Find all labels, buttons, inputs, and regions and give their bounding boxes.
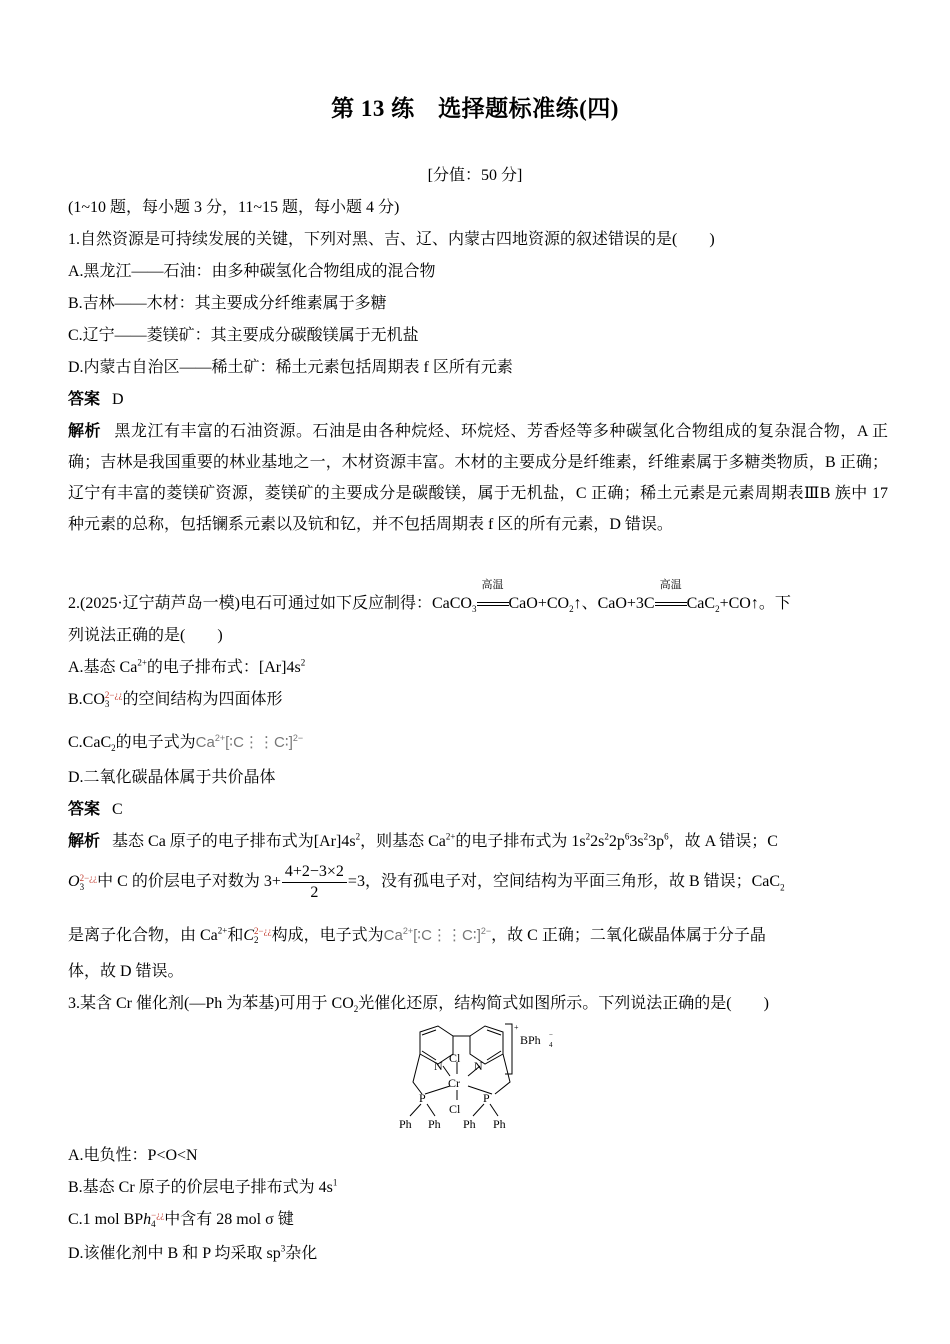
page-title: 第 13 练 选择题标准练(四) xyxy=(331,96,619,121)
text: C.1 mol BP xyxy=(68,1211,144,1228)
valence-fraction xyxy=(282,862,347,903)
text: 杂化 xyxy=(285,1245,318,1262)
atom-cr: Cr xyxy=(448,1076,460,1090)
text: D.该催化剂中 B 和 P 均采取 sp xyxy=(68,1245,281,1262)
cac2-lewis-structure: $Ca^{2+}[∶C⋮⋮C∶]^{2-}$ xyxy=(383,926,492,944)
q2-stem-part: CaO+CO xyxy=(508,595,570,612)
text: 和 xyxy=(227,927,244,944)
answer-value: D xyxy=(112,391,124,408)
text: A.基态 Ca xyxy=(68,659,138,676)
q1-analysis xyxy=(68,416,888,540)
q2-analysis-line4: 体，故 D 错误。 xyxy=(68,963,184,980)
q1-option-b: B.吉林——木材：其主要成分纤维素属于多糖 xyxy=(68,295,387,312)
text: 是离子化合物，由 Ca xyxy=(68,927,218,944)
atom-p: P xyxy=(419,1091,426,1105)
q1-stem: 1.自然资源是可持续发展的关键，下列对黑、吉、辽、内蒙古四地资源的叙述错误的是( ) xyxy=(68,231,715,248)
reaction-condition xyxy=(477,579,509,614)
text: B.CO xyxy=(68,691,105,708)
atom-cl: Cl xyxy=(449,1102,461,1116)
q1-answer xyxy=(68,390,124,410)
text: 中 C 的价层电子对数为 3+ xyxy=(97,873,281,891)
text: B.基态 Cr 原子的价层电子排布式为 4s xyxy=(68,1179,333,1196)
text: ，故 C 正确；二氧化碳晶体属于分子晶 xyxy=(491,927,766,944)
text: 的空间结构为四面体形 xyxy=(122,691,283,708)
group-ph: Ph xyxy=(399,1117,412,1131)
q1-option-d: D.内蒙古自治区——稀土矿：稀土元素包括周期表 f 区所有元素 xyxy=(68,359,513,376)
q2-option-c: C.CaC$_2$的电子式为$Ca^{2+}[∶C⋮⋮C∶]^{2-}$ xyxy=(68,733,304,754)
atom-n: N xyxy=(474,1059,483,1073)
answer-label: 答案 xyxy=(68,391,101,408)
score-note: [分值：50 分] xyxy=(427,167,523,184)
analysis-label: 解析 xyxy=(68,833,101,850)
text: 构成，电子式为 xyxy=(271,927,384,944)
q2-answer xyxy=(68,800,123,820)
q2-stem-line2: 列说法正确的是( ) xyxy=(68,627,223,644)
svg-text:−: − xyxy=(549,1031,553,1039)
q3-option-d: D.该催化剂中 B 和 P 均采取 $sp^3$杂化 xyxy=(68,1243,318,1262)
analysis-text: 黑龙江有丰富的石油资源。石油是由各种烷烃、环烷烃、芳香烃等多种碳氢化合物组成的复杂混合物，A 正确；吉林是我国重要的林业基地之一，木材资源丰富。木材的主要成分是纤维素，纤维素属于多糖类物质，B 正确；辽宁有丰富的菱镁矿资源，菱镁矿的主要成分是碳酸镁，属于无机盐，C 正确；稀土元素是元素周期表ⅢB 族中 17 种元素的总称，包括镧系元素以及钪和钇，并不包括周期表 f 区的所有元素，D 错误。 xyxy=(68,423,888,533)
q2-stem: 2.(2025·辽宁葫芦岛一模)电石可通过如下反应制得：CaCO$_3$ 高温 $CaO+CO_2↑$、CaO+3C 高温 CaC$_2$+CO↑。下 xyxy=(68,594,791,614)
text: 的电子排布式为 1s xyxy=(455,833,586,850)
reaction-condition xyxy=(655,579,687,614)
instructions: (1~10 题，每小题 3 分，11~15 题，每小题 4 分) xyxy=(68,199,400,216)
q2-analysis-line1: 解析 基态 Ca 原子的电子排布式为$[Ar]4s^2$，则基态 $Ca^{2+}$的电子排布式为 $1s^22s^22p^63s^23p^6$，故 A 错误；C xyxy=(68,831,778,850)
atom-n: N xyxy=(434,1059,443,1073)
q3-option-c: C.1 mol BPh−¿¿ 4 中含有 28 mol σ 键 xyxy=(68,1210,294,1230)
q2-analysis-line2: O2−¿¿ 3 中 C 的价层电子对数为 3+ $\frac{4+2-3\times 2}{2}$ =3，没有孤电子对，空间结构为平面三角形，故 B 错误；CaC$_2$ xyxy=(68,863,785,901)
text: 基态 Ca 原子的电子排布式为[Ar]4s xyxy=(112,833,356,850)
q2-option-a: A.基态 $Ca^{2+}$的电子排布式：$[Ar]4s^2$ xyxy=(68,657,306,676)
atom-p: P xyxy=(483,1091,490,1105)
q2-option-d: D.二氧化碳晶体属于共价晶体 xyxy=(68,769,276,786)
answer-value: C xyxy=(112,801,123,818)
charge-plus: + xyxy=(514,1023,519,1032)
q2-stem-part: 2.(2025·辽宁葫芦岛一模)电石可通过如下反应制得：CaCO xyxy=(68,595,472,612)
fraction-denominator: 2 xyxy=(310,884,319,901)
q2-analysis-line3: 是离子化合物，由 $Ca^{2+}$和C2−¿¿ 2 构成，电子式为$Ca^{2+}[∶C⋮⋮C∶]^{2-}$，故 C 正确；二氧化碳晶体属于分子晶 xyxy=(68,925,766,946)
group-ph: Ph xyxy=(493,1117,506,1131)
svg-text:4: 4 xyxy=(549,1041,553,1049)
group-ph: Ph xyxy=(428,1117,441,1131)
counter-ion: BPh xyxy=(520,1033,541,1047)
q3-option-a: A.电负性：P<O<N xyxy=(68,1147,198,1164)
answer-label: 答案 xyxy=(68,801,101,818)
q1-option-a: A.黑龙江——石油：由多种碳氢化合物组成的混合物 xyxy=(68,263,436,280)
text: 的电子排布式：[Ar]4s xyxy=(146,659,301,676)
q2-stem-part: ↑、CaO+3C xyxy=(573,595,655,612)
condition-label: 高温 xyxy=(481,579,504,591)
cr-catalyst-structure xyxy=(395,1022,565,1134)
q3-stem: 3.某含 Cr 催化剂(—Ph 为苯基)可用于 $CO_2$光催化还原，结构简式如图所示。下列说法正确的是( ) xyxy=(68,995,769,1015)
analysis-label: 解析 xyxy=(68,423,101,440)
q3-option-b: B.基态 Cr 原子的价层电子排布式为 $4s^1$ xyxy=(68,1177,338,1196)
group-ph: Ph xyxy=(463,1117,476,1131)
text: C.CaC xyxy=(68,734,112,751)
text: 的电子式为 xyxy=(115,734,196,751)
condition-label: 高温 xyxy=(659,579,682,591)
text: 光催化还原，结构简式如图所示。下列说法正确的是( ) xyxy=(358,995,769,1012)
atom-cl: Cl xyxy=(449,1051,461,1065)
q2-stem-part: +CO↑。下 xyxy=(719,595,791,612)
q1-option-c: C.辽宁——菱镁矿：其主要成分碳酸镁属于无机盐 xyxy=(68,327,419,344)
fraction-numerator: 4+2−3×2 xyxy=(282,862,347,883)
text: 中含有 28 mol σ 键 xyxy=(164,1211,294,1228)
text: =3，没有孤电子对，空间结构为平面三角形，故 B 错误；CaC xyxy=(347,873,781,891)
text: 3.某含 Cr 催化剂(—Ph 为苯基)可用于 CO xyxy=(68,995,354,1012)
q2-option-b: B.CO2−¿¿ 3 的空间结构为四面体形 xyxy=(68,690,283,710)
text: ，则基态 Ca xyxy=(360,833,446,850)
q2-stem-part: CaC xyxy=(686,595,716,612)
cac2-lewis-structure: $Ca^{2+}[∶C⋮⋮C∶]^{2-}$ xyxy=(195,733,304,751)
text: ，故 A 错误；C xyxy=(668,833,778,850)
